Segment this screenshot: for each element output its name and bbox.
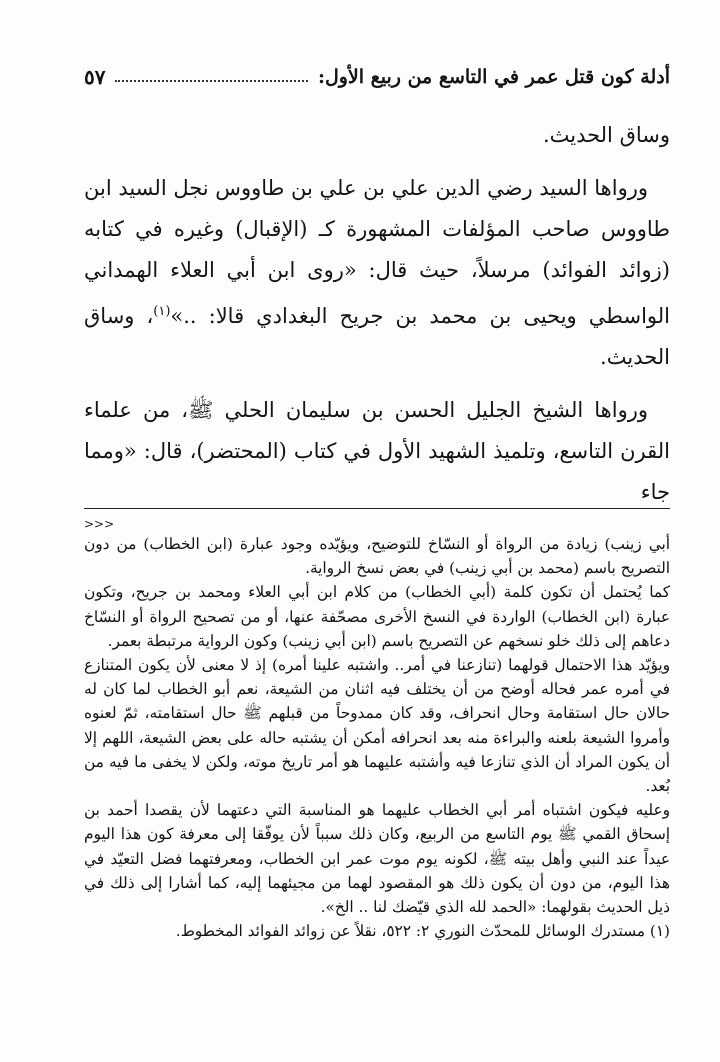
paragraph-2-text: ورواها السيد رضي الدين علي بن علي بن طاووس نجل السيد ابن طاووس صاحب المؤلفات المشهورة كـ (الإقبال) وغيره في كتابه (زوائد الفوائد) مرسلاً، حيث قال: «روى ابن أبي العلاء الهمداني الواسطي ويحيى بن محمد بن جريح البغدادي قالا: ..» (83, 176, 670, 328)
paragraph-1: وساق الحديث. (542, 123, 670, 147)
main-text (84, 115, 670, 525)
paragraph-3: ورواها الشيخ الجليل الحسن بن سليمان الحلي ﷺ، من علماء القرن التاسع، وتلميذ الشهيد الأول في كتاب (المحتضر)، قال: «ومما جاء (84, 398, 670, 504)
footnote-source: (١) مستدرك الوسائل للمحدّث النوري ٢: ٥٢٢، نقلاً عن زوائد الفوائد المخطوط. (175, 922, 670, 941)
footnotes (84, 516, 670, 943)
footnote-paragraph-4: وعليه فيكون اشتباه أمر أبي الخطاب عليهما هو المناسبة التي دعتهما لأن يقصدا أحمد بن إسحاق القمي ﷺ يوم التاسع من الربيع، وكان ذلك سبباً لأن يوفّقا إلى معرفة كون هذا اليوم عيداً عند النبي وأهل بيته ﷺ، لكونه يوم موت عمر ابن الخطاب، ومعرفتهما فضل التعيّد في هذا اليوم، من دون أن يكون ذلك هو المقصود لهما من مجيئهما إليه، كما أشارا إلى ذلك في ذيل الحديث بقولهما: «الحمد لله الذي قيّضك لنا .. الخ». (84, 801, 670, 917)
footnote-continuation-mark: >>> (84, 517, 115, 531)
footnote-separator (84, 508, 670, 509)
footnote-paragraph-3: ويؤيّد هذا الاحتمال قولهما (تنازعنا في أمر.. واشتبه علينا أمره) إذ لا معنى لأن يكون المتنازع في أمره عمر فحاله أوضح من أن يختلف فيه اثنان من الشيعة، نعم أبو الخطاب لما كان له حالان حال استقامة وحال انحراف، وقد كان ممدوحاً من قبلهم ﷺ حال استقامته، ثمّ لعنوه وأمروا الشيعة بلعنه والبراءة منه بعد انحرافه أمكن أن يشتبه حاله على بعض الشيعة، اللهم إلا أن يكون المراد أن الذي تنازعا فيه وأشتبه عليهما هو أمر تاريخ موته، ولكن لا يخفى ما فيه من بُعد. (84, 656, 670, 796)
running-header (84, 60, 670, 94)
page-number: ٥٧ (84, 65, 106, 89)
footnote-paragraph-2: كما يُحتمل أن تكون كلمة (أبي الخطاب) من كلام ابن أبي العلاء ومحمد بن جريح، وتكون عبارة (ابن الخطاب) الواردة في النسخ الأخرى مصحّفة عنها، أو من تصحيح الرواة أو النسّاخ دعاهم إلى ذلك خلو نسخهم عن التصريح باسم (ابن أبي زينب) وكون الرواية مرتبطة بعمر. (84, 583, 670, 650)
header-dot-leader (115, 80, 307, 82)
running-title: أدلة كون قتل عمر في التاسع من ربيع الأول: (317, 66, 670, 88)
paragraph-2 (84, 168, 670, 378)
footnote-paragraph-1: أبي زينب) زيادة من الرواة أو النسّاخ للتوضيح، ويؤيّده وجود عبارة (ابن الخطاب) من دون التصريح باسم (محمد بن أبي زينب) في بعض نسخ الرواية. (84, 535, 670, 578)
paragraph-2-ending: ، وساق الحديث. (84, 304, 670, 369)
footnote-reference: (١) (153, 304, 171, 319)
